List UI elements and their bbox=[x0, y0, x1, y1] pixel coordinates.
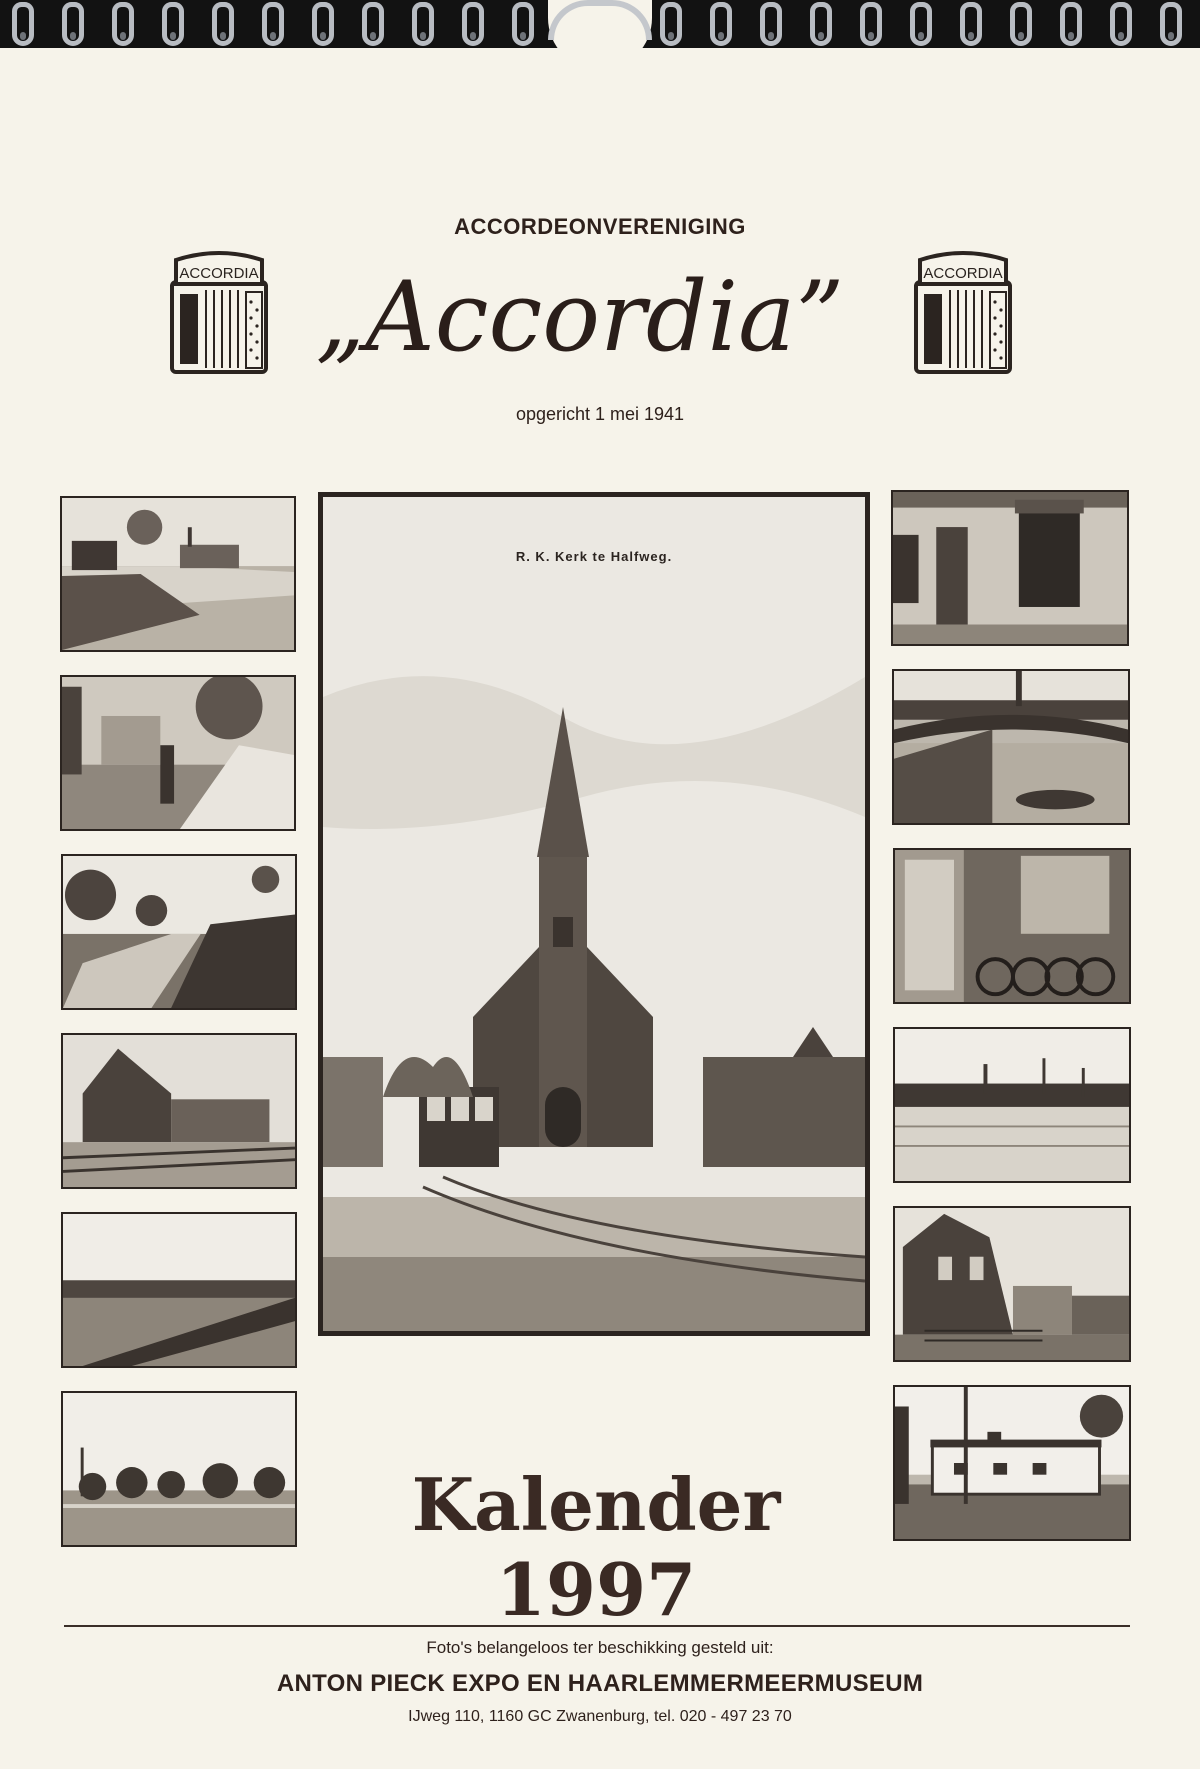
spiral-ring bbox=[62, 2, 84, 46]
accordion-logo-left bbox=[162, 250, 280, 380]
photo-country-road bbox=[61, 854, 297, 1010]
accordion-logo-right bbox=[906, 250, 1024, 380]
spiral-ring bbox=[262, 2, 284, 46]
svg-text:ACCORDIA: ACCORDIA bbox=[923, 265, 1003, 282]
spiral-ring bbox=[212, 2, 234, 46]
photo-trees-road bbox=[61, 1391, 297, 1547]
spiral-ring bbox=[412, 2, 434, 46]
main-photo-church bbox=[318, 492, 870, 1336]
photo-brick-house bbox=[893, 1206, 1131, 1362]
calendar-title: Kalender 1997 bbox=[411, 1462, 781, 1632]
photo-bridge-crowd bbox=[892, 669, 1130, 825]
spiral-ring bbox=[660, 2, 682, 46]
spiral-ring bbox=[710, 2, 732, 46]
photo-field-landscape bbox=[61, 1212, 297, 1368]
photo-station-building bbox=[61, 1033, 297, 1189]
photo-house-facade bbox=[891, 490, 1129, 646]
spiral-ring bbox=[462, 2, 484, 46]
spiral-ring bbox=[910, 2, 932, 46]
spiral-ring bbox=[1010, 2, 1032, 46]
photo-bicycle-shop bbox=[893, 848, 1131, 1004]
credit-line: Foto's belangeloos ter beschikking gesteld uit: bbox=[426, 1638, 774, 1657]
spiral-ring bbox=[760, 2, 782, 46]
spiral-ring bbox=[312, 2, 334, 46]
spiral-ring bbox=[1060, 2, 1082, 46]
museum-name: ANTON PIECK EXPO EN HAARLEMMERMEERMUSEUM bbox=[276, 1670, 924, 1697]
photo-harbour bbox=[893, 1027, 1131, 1183]
spiral-ring bbox=[1110, 2, 1132, 46]
spiral-ring bbox=[362, 2, 384, 46]
museum-address: IJweg 110, 1160 GC Zwanenburg, tel. 020 - 497 23 70 bbox=[408, 1708, 792, 1725]
spiral-ring bbox=[112, 2, 134, 46]
photo-white-bungalow bbox=[893, 1385, 1131, 1541]
spiral-ring bbox=[12, 2, 34, 46]
spiral-ring bbox=[162, 2, 184, 46]
photo-dike-works bbox=[60, 675, 296, 831]
spiral-ring bbox=[860, 2, 882, 46]
footer-divider bbox=[64, 1625, 1130, 1627]
spiral-ring bbox=[810, 2, 832, 46]
spiral-ring bbox=[512, 2, 534, 46]
spiral-ring bbox=[960, 2, 982, 46]
svg-text:ACCORDIA: ACCORDIA bbox=[179, 265, 259, 282]
org-title: ACCORDEONVERENIGING bbox=[454, 214, 746, 239]
brand-wordmark: „Accordia” bbox=[315, 261, 845, 373]
spiral-ring bbox=[1160, 2, 1182, 46]
main-photo-caption: R. K. Kerk te Halfweg. bbox=[515, 549, 673, 564]
photo-canal-village bbox=[60, 496, 296, 652]
founded-date: opgericht 1 mei 1941 bbox=[515, 404, 685, 424]
